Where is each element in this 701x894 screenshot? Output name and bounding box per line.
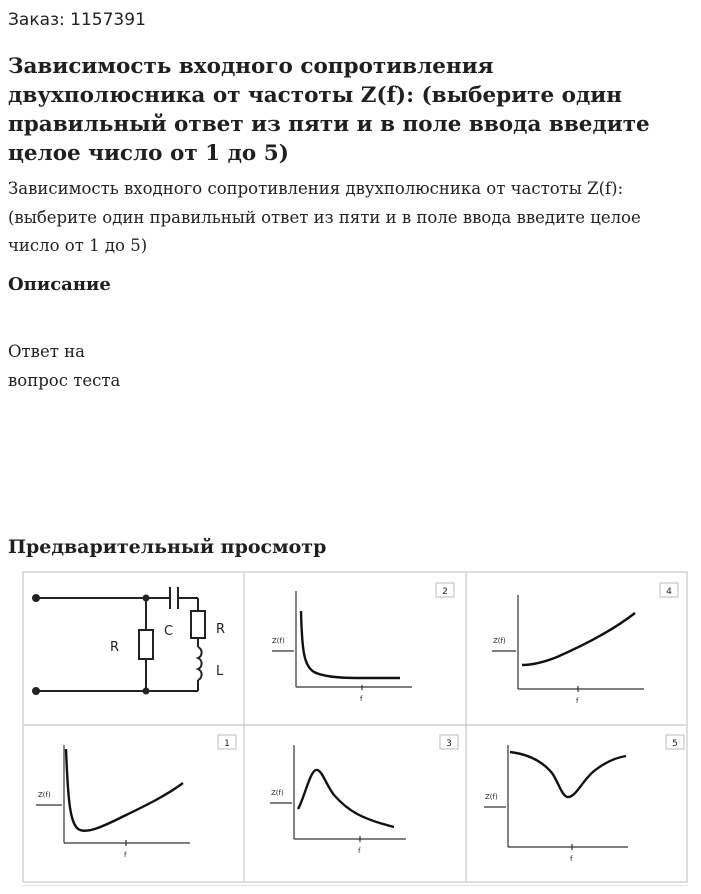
- graph-number-5: 5: [672, 739, 678, 749]
- bottom-divider: [22, 885, 688, 886]
- graph-5-ylabel: Z(f): [485, 793, 498, 801]
- graph-4-ylabel: Z(f): [493, 637, 506, 645]
- graph-number-2: 2: [442, 587, 448, 597]
- question-description: Зависимость входного сопротивления двухполюсника от частоты Z(f): (выберите один правильный ответ из пяти и в поле ввода введите целое число от 1 до 5): [8, 179, 641, 255]
- graph-3-xlabel: f: [358, 847, 361, 855]
- description-heading: Описание: [8, 274, 111, 295]
- answer-line-1: Ответ на: [8, 342, 85, 361]
- graph-2-ylabel: Z(f): [272, 637, 285, 645]
- page-title: Зависимость входного сопротивления двухполюсника от частоты Z(f): (выберите один правильный ответ из пяти и в поле ввода введите целое число от 1 до 5): [8, 54, 650, 166]
- answer-line-2: вопрос теста: [8, 371, 121, 390]
- graph-number-4: 4: [666, 587, 672, 597]
- graph-number-1: 1: [224, 739, 230, 749]
- preview-heading: Предварительный просмотр: [8, 536, 327, 558]
- graph-2-xlabel: f: [360, 695, 363, 703]
- order-number: Заказ: 1157391: [8, 10, 146, 30]
- circuit-label-l: L: [216, 664, 224, 679]
- graph-3-ylabel: Z(f): [271, 789, 284, 797]
- preview-figure: [22, 571, 688, 883]
- graph-1-ylabel: Z(f): [38, 791, 51, 799]
- circuit-label-c: C: [164, 624, 174, 639]
- preview-image: [22, 571, 688, 883]
- graph-5-xlabel: f: [570, 855, 573, 863]
- circuit-label-r1: R: [110, 640, 120, 655]
- circuit-label-r2: R: [216, 622, 226, 637]
- answer-text: [8, 337, 120, 395]
- graph-number-3: 3: [446, 739, 452, 749]
- graph-1-xlabel: f: [124, 851, 127, 859]
- graph-4-xlabel: f: [576, 697, 579, 705]
